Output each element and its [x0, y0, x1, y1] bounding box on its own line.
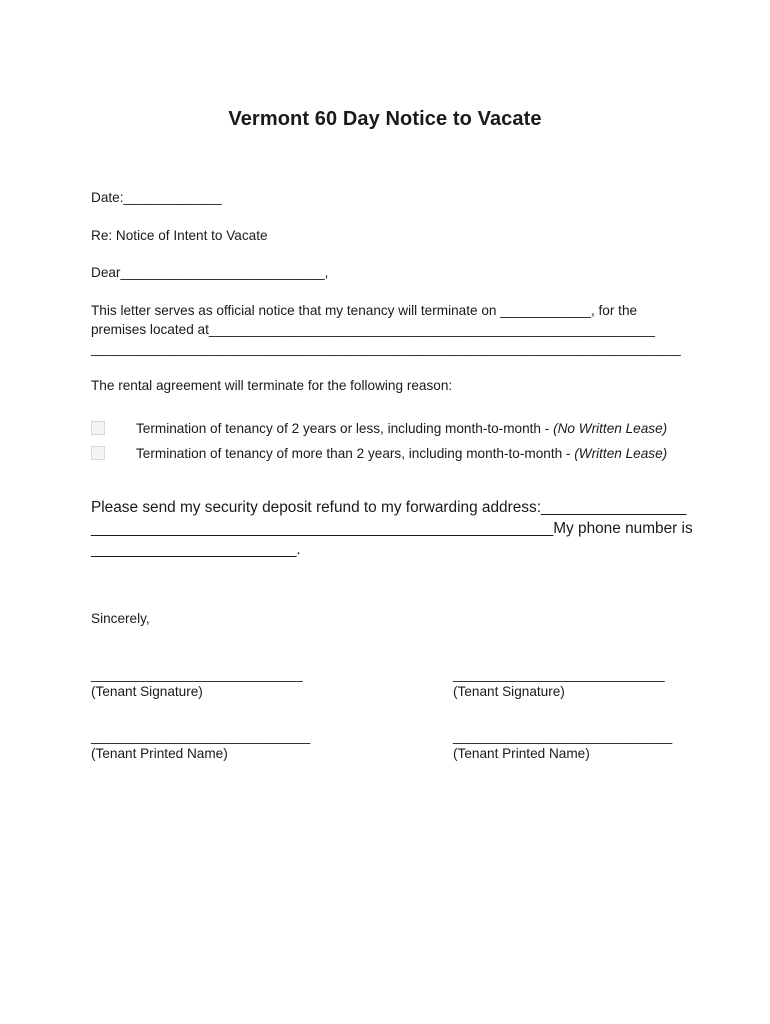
- document-title: Vermont 60 Day Notice to Vacate: [228, 108, 542, 130]
- deposit-line-3: ________________________.: [91, 541, 301, 558]
- checkbox-no-written-lease[interactable]: [91, 421, 105, 435]
- closing: Sincerely,: [91, 611, 150, 626]
- printed-name-label-left: (Tenant Printed Name): [91, 746, 228, 761]
- body-line-1: This letter serves as official notice that my tenancy will terminate on ____________, for the: [91, 303, 638, 318]
- signature-line-right: ____________________________: [453, 667, 665, 682]
- re-line: Re: Notice of Intent to Vacate: [91, 228, 268, 243]
- option-text: Termination of tenancy of 2 years or less, including month-to-month -: [136, 421, 554, 436]
- printed-name-line-left: _____________________________: [91, 729, 311, 744]
- deposit-line-1: Please send my security deposit refund to my forwarding address:_________________: [91, 499, 687, 516]
- printed-name-line-right: _____________________________: [453, 729, 673, 744]
- printed-name-label-right: (Tenant Printed Name): [453, 746, 590, 761]
- signature-label-right: (Tenant Signature): [453, 684, 565, 699]
- option-emphasis: (Written Lease): [574, 446, 668, 461]
- date-line: Date:_____________: [91, 190, 222, 205]
- body-line-2: premises located at___________________________________________________________: [91, 322, 655, 337]
- salutation-line: Dear___________________________,: [91, 265, 329, 280]
- body-line-3: ______________________________________________________________________________: [91, 341, 681, 356]
- reason-intro: The rental agreement will terminate for the following reason:: [91, 378, 453, 393]
- option-written-lease: [136, 446, 667, 461]
- option-emphasis: (No Written Lease): [553, 421, 668, 436]
- checkbox-written-lease[interactable]: [91, 446, 105, 460]
- deposit-line-2: ______________________________________________________My phone number is: [91, 520, 693, 537]
- signature-label-left: (Tenant Signature): [91, 684, 203, 699]
- option-text: Termination of tenancy of more than 2 years, including month-to-month -: [136, 446, 575, 461]
- option-no-written-lease: [136, 421, 667, 436]
- signature-line-left: ____________________________: [91, 667, 303, 682]
